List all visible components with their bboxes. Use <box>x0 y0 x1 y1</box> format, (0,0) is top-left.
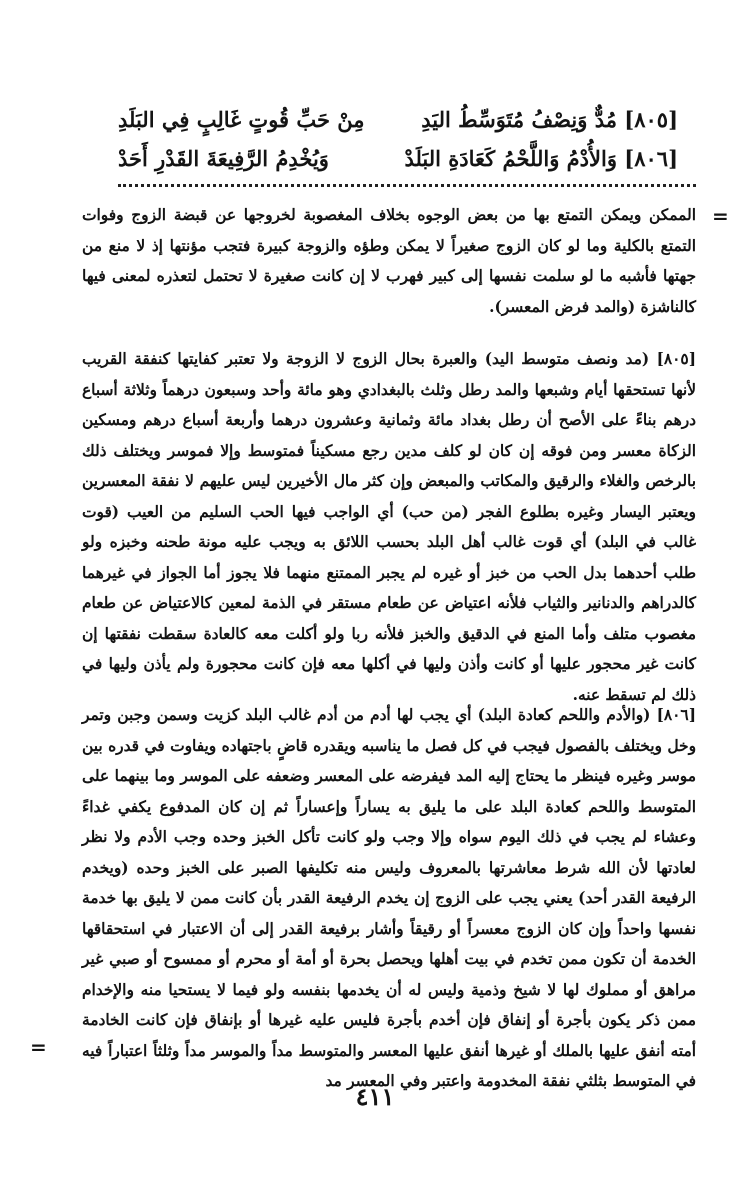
verse-second-hemistich: وَيُخْدِمُ الرَّفِيعَةَ القَدْرِ أَحَدْ <box>118 146 329 171</box>
verse-line <box>118 139 678 178</box>
commentary-paragraph <box>82 344 696 710</box>
paragraph-text: [٨٠٥] (مد ونصف متوسط اليد) والعبرة بحال الزوج لا الزوجة ولا تعتبر كفايتها كنفقة القريب لأنها تستحقها أيام وشبعها والمد رطل وثلث بالبغدادي وهو مائة وأحد وسبعون درهماً وثلاثة أسباع درهم بناءً على الأصح أن رطل بغداد مائة وثمانية وعشرون درهما وأربعة أسباع درهم ومسكين الزكاة معسر ومن فوقه إن كان لو كلف مدين رجع مسكيناً فمتوسط وإلا فموسر ويختلف ذلك بالرخص والغلاء والرقيق والمكاتب والمبعض وإن كثر مال الأخيرين ليس عليهم لا نفقة المعسرين ويعتبر اليسار وغيره بطلوع الفجر (من حب) أي الواجب فيها الحب السليم من العيب (قوت غالب في البلد) أي قوت غالب أهل البلد بحسب اللائق به ويجب عليه مونة طحنه وخبزه ولو طلب أحدهما بدل الحب من خبز أو غيره لم يجبر الممتنع منهما فلا يجوز أما الجواز في غيرهما كالدراهم والدنانير والثياب فلأنه اعتياض عن طعام مستقر في الذمة لمعين كالاعتياض عن طعام مغصوب متلف وأما المنع في الدقيق والخبز فلأنه ربا ولو أكلت معه كالعادة سقطت نفقتها إن كانت غير محجور عليها أو كانت وأذن وليها في أكلها معه فإن كانت محجورة ولم يأذن وليها في ذلك لم تسقط عنه. <box>82 350 696 704</box>
verse-first-hemistich: [٨٠٥] مُدٌّ وَنِصْفُ مُتَوَسِّطُ اليَدِ <box>421 107 678 132</box>
page-number: ٤١١ <box>355 1082 395 1111</box>
paragraph-text: [٨٠٦] (والأدم واللحم كعادة البلد) أي يجب لها أدم من أدم غالب البلد كزيت وسمن وجبن وتمر وخل ويختلف بالفصول فيجب في كل فصل ما يناسبه ويقدره قاضٍ باجتهاده ويفاوت في قدره بين موسر وغيره فينظر ما يحتاج إليه المد فيفرضه على المعسر وضعفه على الموسر وما بينهما على المتوسط واللحم كعادة البلد على ما يليق به يساراً وإعساراً ثم إن كان المدفوع يكفي غداءً وعشاء لم يجب في ذلك اليوم سواه وإلا وجب ولو كانت تأكل الخبز وحده وجب الأدم ولا نظر لعادتها لأن الله شرط معاشرتها بالمعروف وليس منه تكليفها الصبر على الخبز وحده (ويخدم الرفيعة القدر أحد) يعني يجب على الزوج إن يخدم الرفيعة القدر بأن كانت ممن لا يليق بها خدمة نفسها واحداً وإن كان الزوج معسراً أو رقيقاً وأشار برفيعة القدر إلى أن الاعتبار في استحقاقها الخدمة أن تكون ممن تخدم في بيت أهلها ويحصل بحرة أو أمة أو محرم أو ممسوح أو صبي غير مراهق أو مملوك لها لا شيخ وذمية وليس له أن يخدمها بنفسه ولو فيما لا يستحيا منه والإخدام ممن ذكر يكون بأجرة أو إنفاق فإن أخدم بأجرة فليس عليه غيرها أو بإنفاق فإن كانت الخادمة أمته أنفق عليها بالملك أو غيرها أنفق عليها المعسر والمتوسط مداً والموسر مداً وثلثاً اعتباراً فيه في المتوسط بثلثي نفقة المخدومة واعتبر وفي المعسر مد <box>82 706 696 1090</box>
dotted-separator <box>118 184 696 187</box>
verse-first-hemistich: [٨٠٦] وَالأُدْمُ وَاللَّحْمُ كَعَادَةِ البَلَدْ <box>404 146 678 171</box>
continuation-mark: = <box>712 204 729 228</box>
commentary-paragraph <box>82 700 696 1097</box>
continuation-mark: = <box>30 1035 47 1059</box>
verse-line <box>118 100 678 139</box>
verse-block <box>118 100 678 178</box>
paragraph-text: الممكن ويمكن التمتع بها من بعض الوجوه بخلاف المغصوبة لخروجها عن قبضة الزوج وفوات التمتع بالكلية وما لو كان الزوج صغيراً لا يمكن وطؤه والزوجة كبيرة فتجب مؤنتها إذ لا منع من جهتها فأشبه ما لو سلمت نفسها إلى كبير فهرب لا إن كانت صغيرة لا تحتمل لتعذره لمعنى فيها كالناشزة (والمد فرض المعسر). <box>82 206 696 316</box>
commentary-paragraph <box>82 200 696 322</box>
verse-second-hemistich: مِنْ حَبِّ قُوتٍ غَالِبٍ فِي البَلَدِ <box>118 107 365 132</box>
